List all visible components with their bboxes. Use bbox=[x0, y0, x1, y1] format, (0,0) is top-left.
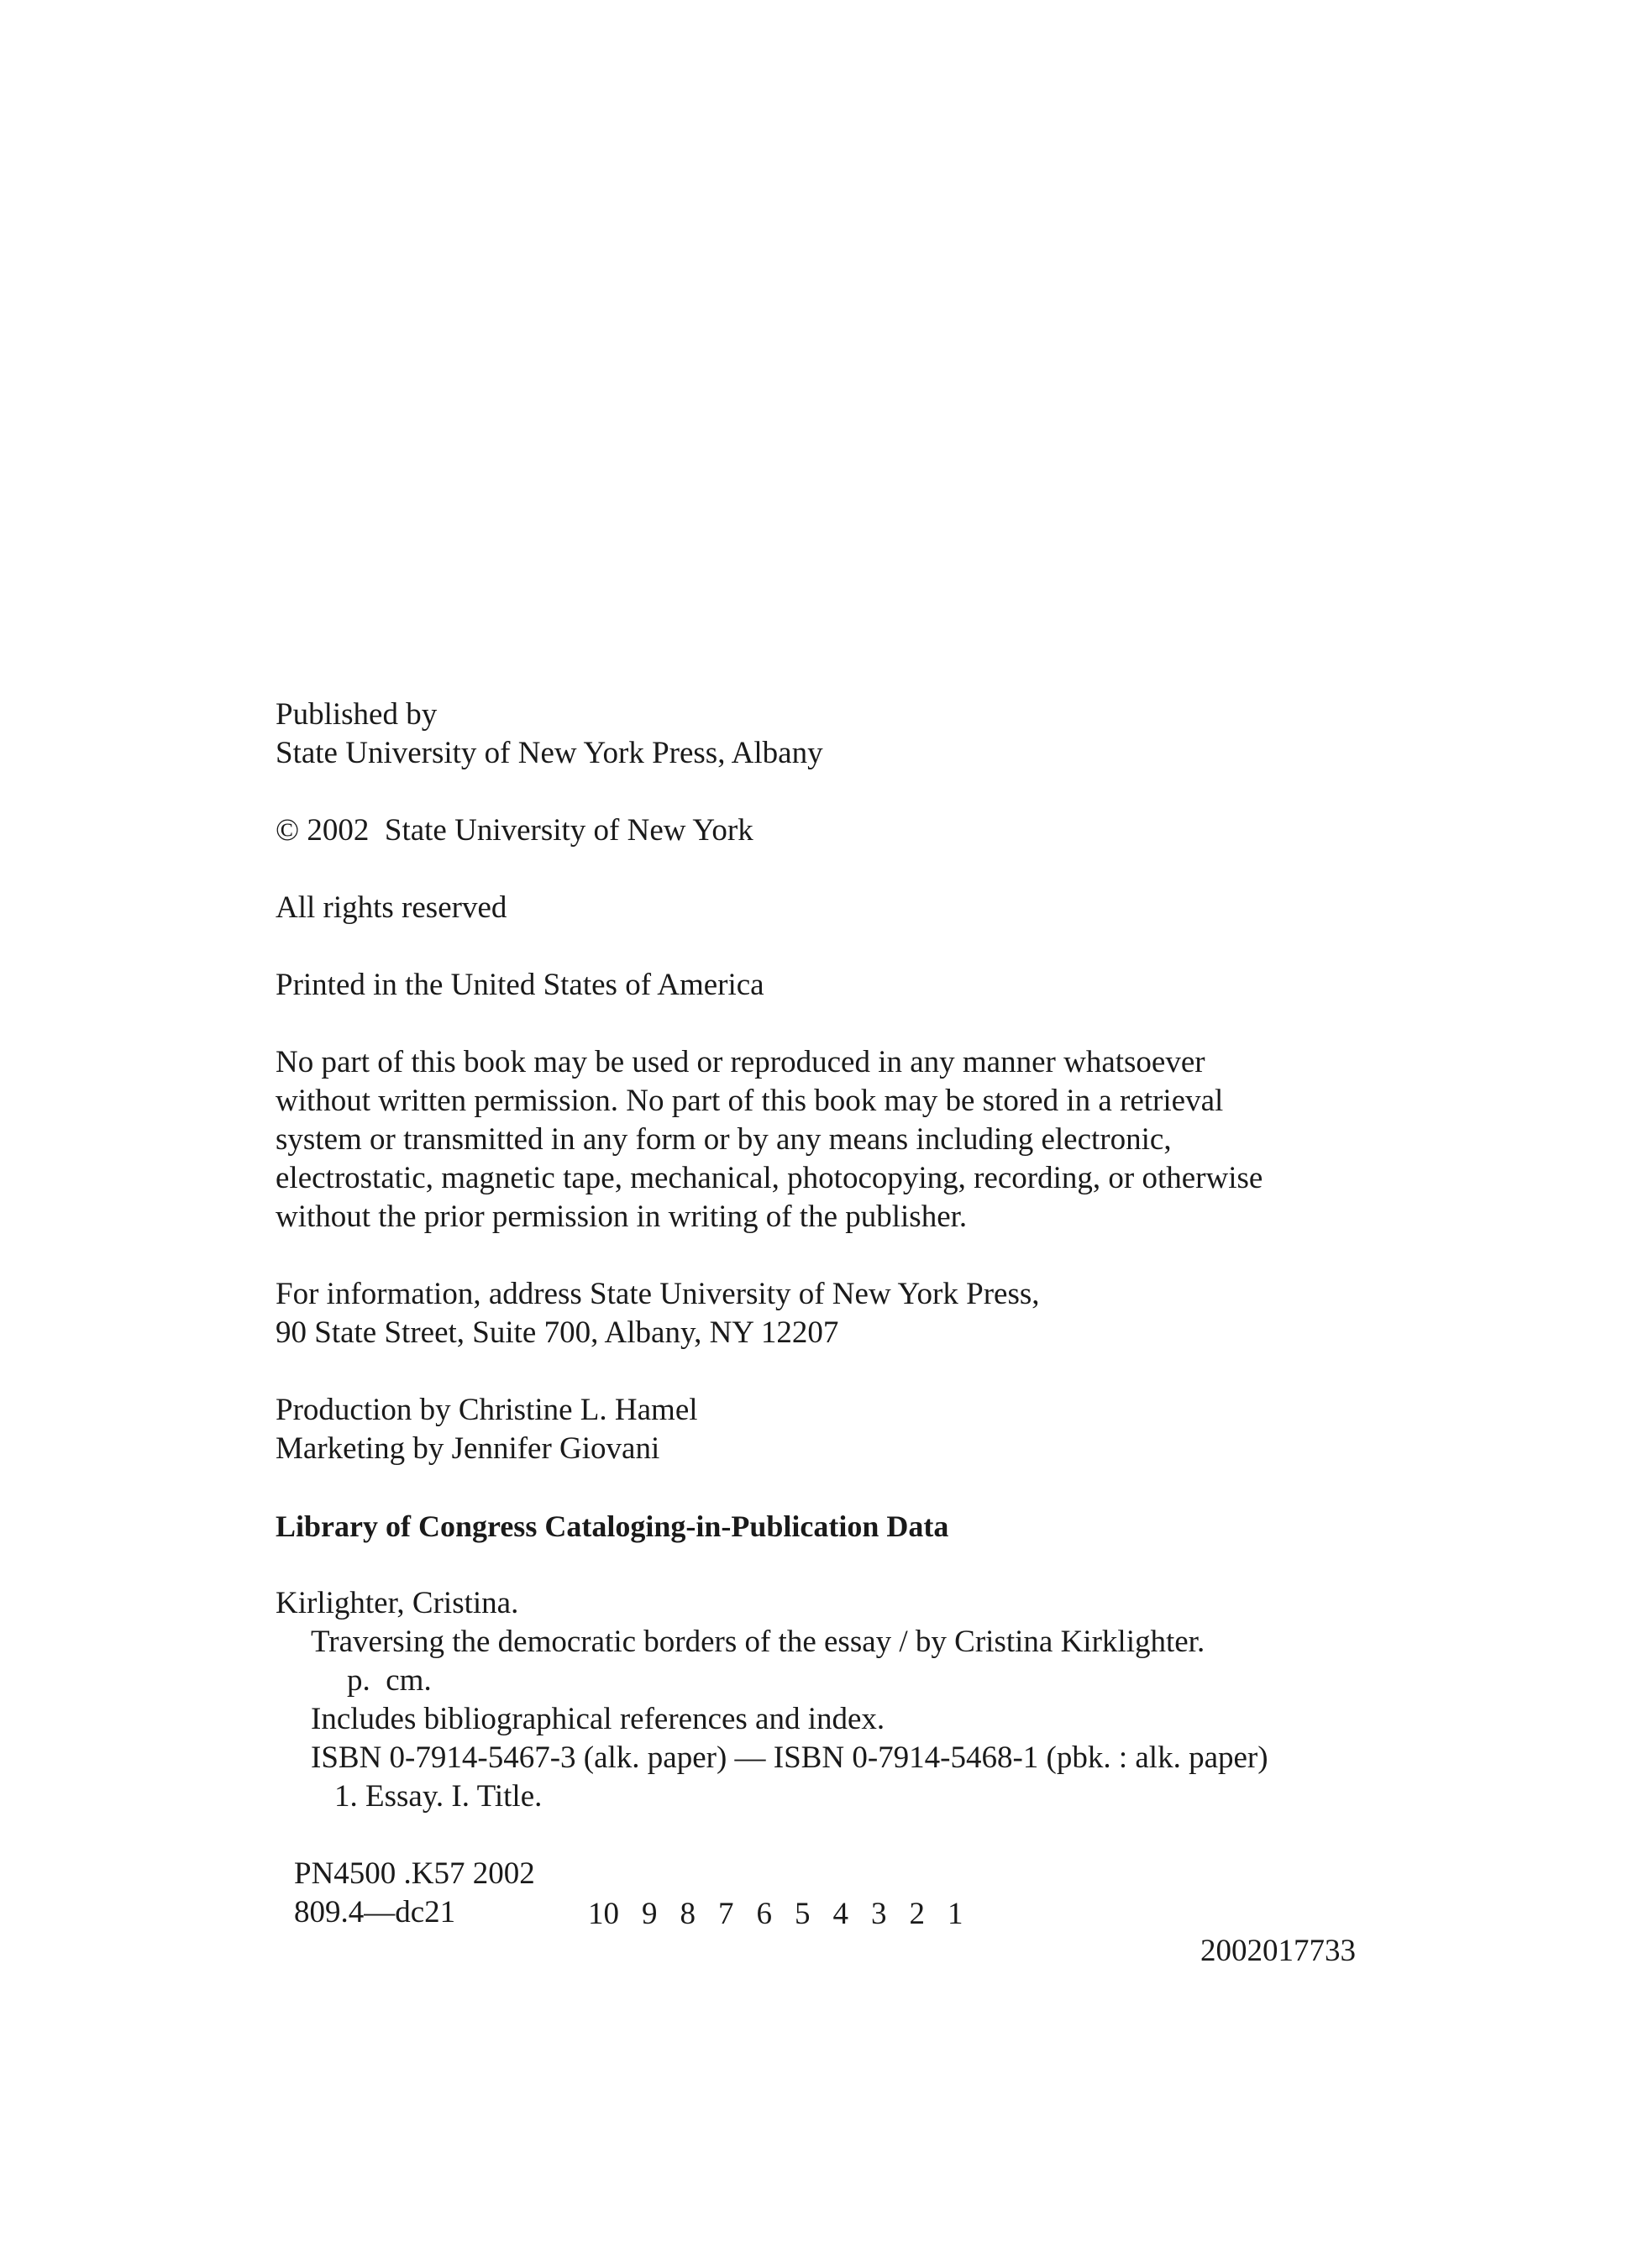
cip-call-number: PN4500 .K57 2002 bbox=[294, 1856, 535, 1891]
production-credit: Production by Christine L. Hamel bbox=[276, 1393, 698, 1427]
permission-line: No part of this book may be used or reproduced in any manner whatsoever bbox=[276, 1045, 1205, 1079]
printing-number: 6 bbox=[756, 1897, 772, 1931]
printing-number: 2 bbox=[909, 1897, 925, 1931]
information-paragraph bbox=[276, 1275, 1368, 1352]
printing-line bbox=[588, 1895, 986, 1934]
printing-number: 1 bbox=[948, 1897, 963, 1931]
copyright-text-block bbox=[276, 696, 1368, 1971]
permission-line: without the prior permission in writing of the publisher. bbox=[276, 1200, 968, 1234]
cip-lccn: 2002017733 bbox=[1200, 1934, 1356, 1968]
printing-number: 8 bbox=[680, 1897, 696, 1931]
publisher-line-1: Published by bbox=[276, 697, 438, 732]
printing-number: 4 bbox=[832, 1897, 848, 1931]
printing-number: 7 bbox=[718, 1897, 734, 1931]
rights-reserved: All rights reserved bbox=[276, 890, 507, 925]
credits bbox=[276, 1391, 1368, 1468]
cip-dewey: 809.4—dc21 bbox=[294, 1895, 456, 1929]
printing-number: 3 bbox=[871, 1897, 887, 1931]
printing-number: 10 bbox=[588, 1897, 619, 1931]
marketing-credit: Marketing by Jennifer Giovani bbox=[276, 1431, 660, 1466]
permission-line: system or transmitted in any form or by any means including electronic, bbox=[276, 1122, 1172, 1157]
cip-title: Traversing the democratic borders of the essay / by Cristina Kirklighter. bbox=[311, 1625, 1205, 1659]
cip-author: Kirlighter, Cristina. bbox=[276, 1586, 519, 1620]
permission-line: without written permission. No part of this book may be stored in a retrieval bbox=[276, 1084, 1224, 1118]
information-line: For information, address State University of New York Press, bbox=[276, 1277, 1040, 1311]
printing-number: 5 bbox=[795, 1897, 811, 1931]
cip-pages: p. cm. bbox=[347, 1663, 432, 1698]
cip-heading: Library of Congress Cataloging-in-Publication Data bbox=[276, 1509, 949, 1543]
permission-line: electrostatic, magnetic tape, mechanical, photocopying, recording, or otherwise bbox=[276, 1161, 1263, 1195]
cip-subjects: 1. Essay. I. Title. bbox=[334, 1779, 543, 1814]
permission-paragraph bbox=[276, 1043, 1368, 1236]
address-line: 90 State Street, Suite 700, Albany, NY 12207 bbox=[276, 1315, 839, 1350]
publisher-line-2: State University of New York Press, Albany bbox=[276, 736, 823, 770]
cip-isbn: ISBN 0-7914-5467-3 (alk. paper) — ISBN 0-7914-5468-1 (pbk. : alk. paper) bbox=[311, 1740, 1268, 1775]
printing-number: 9 bbox=[642, 1897, 658, 1931]
copyright-notice: © 2002 State University of New York bbox=[276, 813, 753, 848]
cip-notes: Includes bibliographical references and index. bbox=[311, 1702, 885, 1736]
printed-in: Printed in the United States of America bbox=[276, 968, 764, 1002]
